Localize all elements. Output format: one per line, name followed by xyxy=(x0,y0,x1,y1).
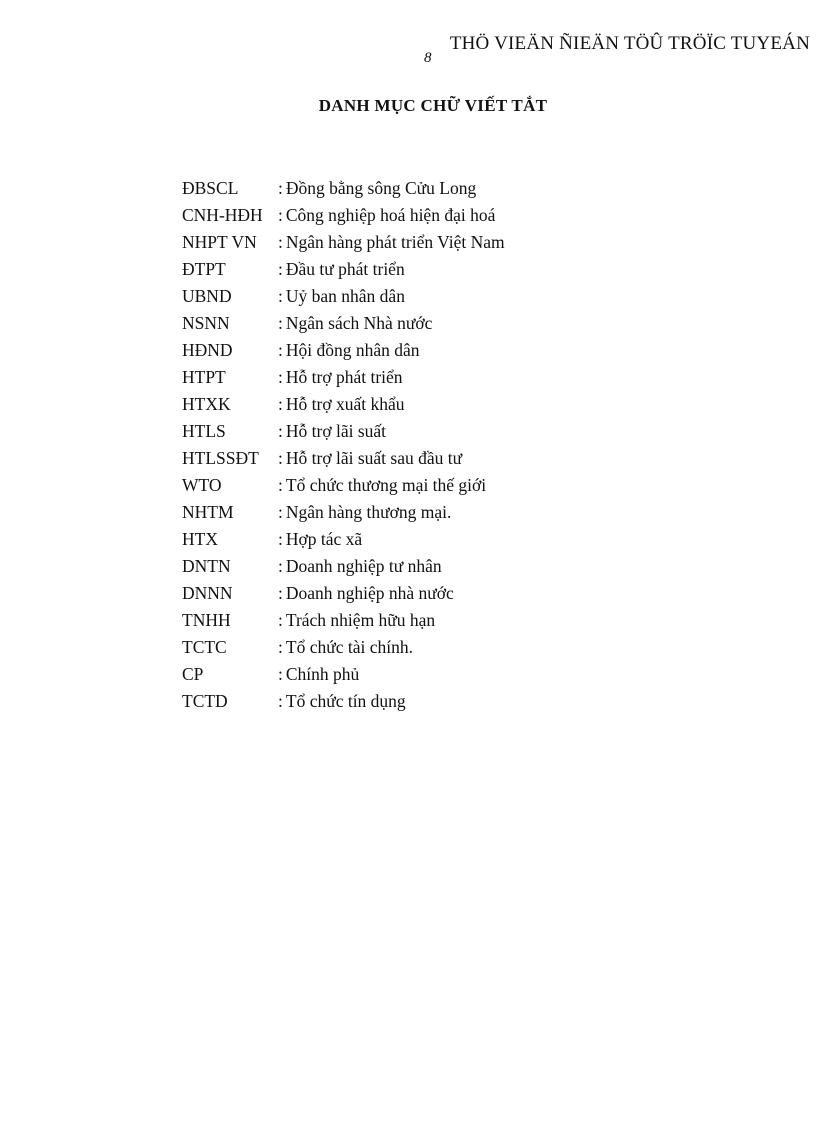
abbreviation-separator: : xyxy=(278,421,283,441)
abbreviation-meaning: Uỷ ban nhân dân xyxy=(285,286,405,306)
abbreviation-code: NHPT VN xyxy=(182,232,257,252)
abbreviation-meaning: Tổ chức tín dụng xyxy=(285,691,406,711)
abbreviation-meaning: Ngân sách Nhà nước xyxy=(285,313,433,333)
abbreviation-meaning: Hỗ trợ lãi suất xyxy=(285,421,387,441)
abbreviation-code: HTXK xyxy=(182,394,231,414)
abbreviation-row xyxy=(182,689,505,716)
abbreviation-row xyxy=(182,635,505,662)
abbreviation-code: DNNN xyxy=(182,583,233,603)
abbreviation-separator: : xyxy=(278,556,283,576)
abbreviation-meaning: Hỗ trợ xuất khẩu xyxy=(285,394,405,414)
abbreviation-separator: : xyxy=(278,583,283,603)
abbreviation-code: NSNN xyxy=(182,313,230,333)
abbreviation-separator: : xyxy=(278,259,283,279)
abbreviation-row xyxy=(182,581,505,608)
abbreviation-code: TNHH xyxy=(182,610,231,630)
abbreviation-code: HTLS xyxy=(182,421,226,441)
abbreviation-row xyxy=(182,392,505,419)
abbreviation-code: UBND xyxy=(182,286,232,306)
library-header-mark: THÖ VIEÄN ÑIEÄN TÖÛ TRÖÏC TUYEÁN xyxy=(449,33,810,54)
abbreviation-list xyxy=(182,176,505,716)
abbreviation-separator: : xyxy=(278,313,283,333)
abbreviation-meaning: Trách nhiệm hữu hạn xyxy=(285,610,436,630)
abbreviation-row xyxy=(182,608,505,635)
abbreviation-separator: : xyxy=(278,394,283,414)
abbreviation-code: ĐTPT xyxy=(182,259,226,279)
abbreviation-code: TCTC xyxy=(182,637,227,657)
abbreviation-separator: : xyxy=(278,340,283,360)
abbreviation-row xyxy=(182,446,505,473)
abbreviation-meaning: Hội đồng nhân dân xyxy=(285,340,420,360)
abbreviation-row xyxy=(182,527,505,554)
abbreviation-separator: : xyxy=(278,529,283,549)
abbreviation-meaning: Doanh nghiệp nhà nước xyxy=(285,583,454,603)
abbreviation-separator: : xyxy=(278,664,283,684)
abbreviation-row xyxy=(182,500,505,527)
abbreviation-code: TCTD xyxy=(182,691,228,711)
abbreviation-row xyxy=(182,203,505,230)
abbreviation-row xyxy=(182,284,505,311)
abbreviation-code: HĐND xyxy=(182,340,233,360)
abbreviation-row xyxy=(182,554,505,581)
abbreviation-meaning: Tổ chức tài chính. xyxy=(285,637,413,657)
abbreviation-meaning: Doanh nghiệp tư nhân xyxy=(285,556,442,576)
abbreviation-meaning: Công nghiệp hoá hiện đại hoá xyxy=(285,205,496,225)
abbreviation-row xyxy=(182,365,505,392)
abbreviation-code: HTLSSĐT xyxy=(182,448,259,468)
abbreviation-meaning: Hợp tác xã xyxy=(285,529,363,549)
abbreviation-meaning: Đồng bằng sông Cửu Long xyxy=(285,178,477,198)
page-title: DANH MỤC CHỮ VIẾT TẮT xyxy=(318,96,548,115)
abbreviation-meaning: Ngân hàng phát triển Việt Nam xyxy=(285,232,505,252)
abbreviation-row xyxy=(182,338,505,365)
abbreviation-separator: : xyxy=(278,475,283,495)
abbreviation-meaning: Tổ chức thương mại thế giới xyxy=(285,475,487,495)
abbreviation-separator: : xyxy=(278,691,283,711)
abbreviation-row xyxy=(182,662,505,689)
abbreviation-row xyxy=(182,473,505,500)
abbreviation-separator: : xyxy=(278,232,283,252)
abbreviation-separator: : xyxy=(278,448,283,468)
abbreviation-separator: : xyxy=(278,367,283,387)
abbreviation-meaning: Đầu tư phát triển xyxy=(285,259,405,279)
abbreviation-code: WTO xyxy=(182,475,222,495)
abbreviation-code: HTPT xyxy=(182,367,226,387)
abbreviation-meaning: Hỗ trợ phát triển xyxy=(285,367,403,387)
abbreviation-separator: : xyxy=(278,637,283,657)
abbreviation-code: DNTN xyxy=(182,556,231,576)
abbreviation-separator: : xyxy=(278,286,283,306)
abbreviation-row xyxy=(182,176,505,203)
abbreviation-row xyxy=(182,230,505,257)
abbreviation-row xyxy=(182,311,505,338)
abbreviation-separator: : xyxy=(278,502,283,522)
page-number: 8 xyxy=(424,50,432,66)
abbreviation-code: CNH-HĐH xyxy=(182,205,263,225)
abbreviation-code: ĐBSCL xyxy=(182,178,239,198)
abbreviation-meaning: Ngân hàng thương mại. xyxy=(285,502,452,522)
abbreviation-code: CP xyxy=(182,664,204,684)
abbreviation-code: HTX xyxy=(182,529,218,549)
abbreviation-separator: : xyxy=(278,178,283,198)
abbreviation-row xyxy=(182,419,505,446)
abbreviation-meaning: Hỗ trợ lãi suất sau đầu tư xyxy=(285,448,463,468)
abbreviation-row xyxy=(182,257,505,284)
abbreviation-separator: : xyxy=(278,205,283,225)
abbreviation-separator: : xyxy=(278,610,283,630)
abbreviation-meaning: Chính phủ xyxy=(285,664,360,684)
abbreviation-code: NHTM xyxy=(182,502,234,522)
